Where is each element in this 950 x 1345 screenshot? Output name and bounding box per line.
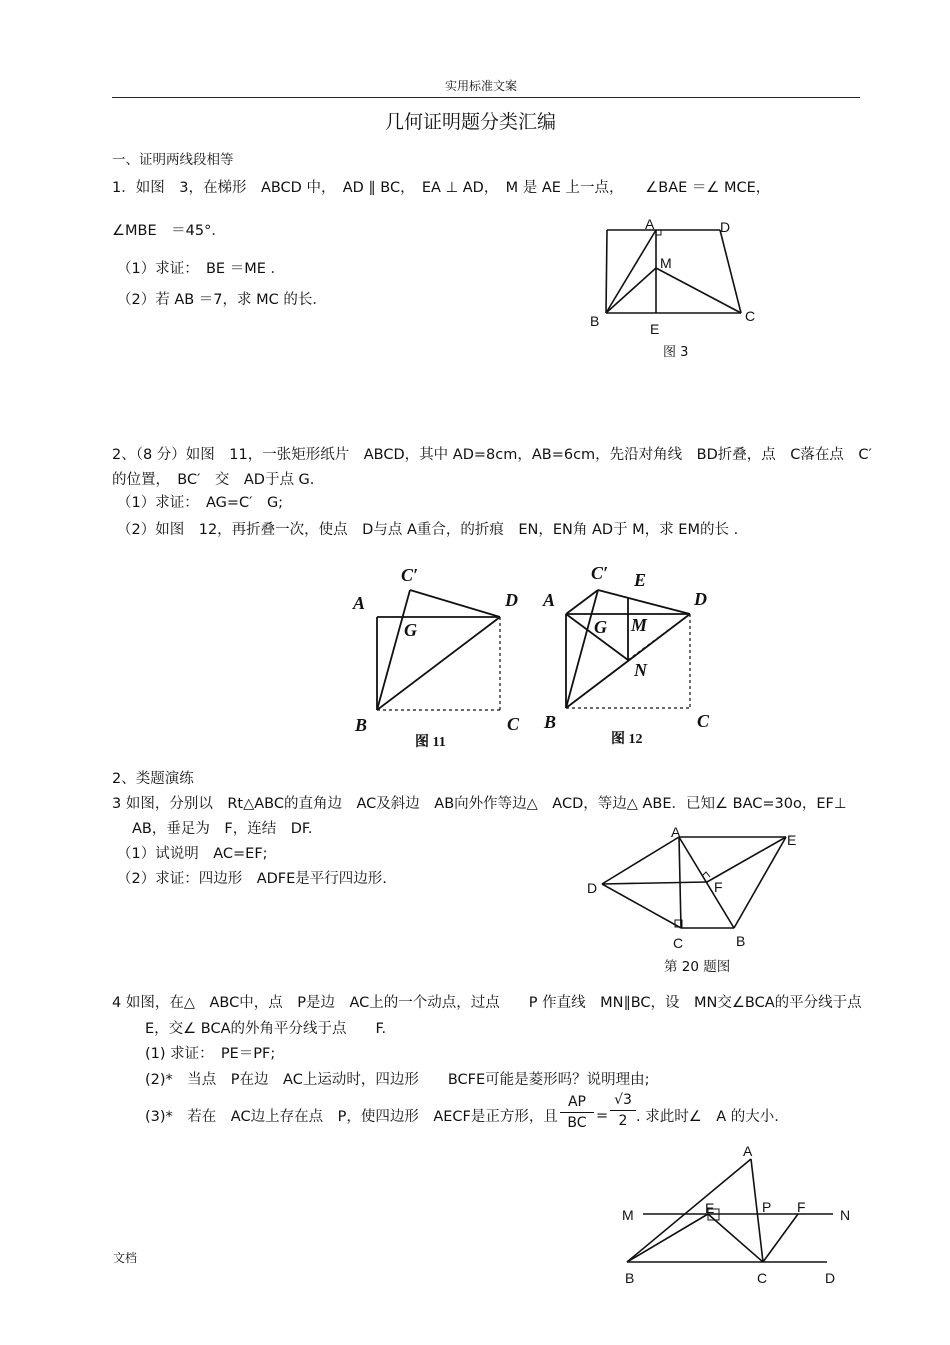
fig20-label-b: B	[736, 933, 746, 949]
fraction-numerator: AP	[567, 1094, 587, 1110]
fig12-label-m: M	[631, 615, 648, 635]
problem4-question3-end: . 求此时∠ A 的大小.	[636, 1109, 779, 1125]
problem4-question1: (1) 求证： PE＝PF;	[145, 1046, 276, 1062]
fig4-label-d: D	[825, 1270, 836, 1286]
fig12-label-a: A	[543, 590, 556, 610]
section-heading-1: 一、证明两线段相等	[112, 152, 234, 168]
fraction-sqrt-numerator: √3	[614, 1092, 632, 1108]
fig4-label-c: C	[757, 1270, 768, 1286]
fraction-ap-bc	[560, 1094, 594, 1131]
figure-3-caption: 图 3	[663, 345, 689, 360]
figure-20-caption: 第 20 题图	[664, 959, 731, 975]
problem2-question1: （1）求证： AG=C′ G;	[117, 495, 284, 511]
figure-11-folded-rectangle	[345, 560, 535, 750]
fig4-label-m: M	[622, 1207, 634, 1223]
fraction-denominator: BC	[567, 1115, 587, 1131]
problem3-line1: 3 如图，分别以 Rt△ABC的直角边 AC及斜边 AB向外作等边△ ACD，等边△ ABE．已知∠ BAC=30o，EF⊥	[112, 796, 847, 812]
fig20-label-c: C	[673, 935, 684, 951]
fig3-label-c: C	[745, 308, 756, 324]
problem4-line2: E，交∠ BCA的外角平分线于点 F.	[145, 1021, 387, 1037]
fig20-label-d: D	[587, 880, 598, 896]
fig20-label-a: A	[671, 824, 681, 840]
page-footer: 文档	[113, 1251, 138, 1265]
fig11-label-b: B	[355, 715, 368, 735]
fig20-label-f: F	[714, 879, 723, 895]
page-header: 实用标准文案	[445, 79, 518, 93]
fig11-label-c: C	[507, 714, 520, 734]
fig11-label-d: D	[505, 590, 518, 610]
fraction-bar	[560, 1112, 594, 1113]
figure-3-trapezoid	[580, 210, 770, 340]
problem1-line2: ∠MBE ＝45°．	[112, 223, 226, 239]
problem3-line2: AB，垂足为 F，连结 DF.	[132, 821, 313, 837]
fig4-label-f: F	[797, 1199, 806, 1215]
equals-sign: =	[596, 1108, 609, 1124]
problem2-line1: 2、（8 分）如图 11，一张矩形纸片 ABCD，其中 AD=8cm，AB=6cm，先沿对角线 BD折叠，点 C落在点 C′	[112, 447, 872, 463]
header-rule	[112, 97, 860, 98]
fig3-label-b: B	[590, 313, 600, 329]
problem4-question3: (3)* 若在 AC边上存在点 P，使四边形 AECF是正方形，且	[145, 1109, 558, 1125]
problem2-line2: 的位置， BC′ 交 AD于点 G.	[112, 472, 315, 488]
fraction-sqrt-denominator: 2	[618, 1113, 628, 1129]
problem4-question2: (2)* 当点 P在边 AC上运动时，四边形 BCFE可能是菱形吗？说明理由;	[145, 1072, 650, 1088]
fig12-label-d: D	[694, 589, 707, 609]
fig4-label-e: E	[705, 1200, 715, 1216]
page-title: 几何证明题分类汇编	[385, 111, 557, 133]
figure-20-triangles	[580, 820, 800, 960]
problem1-question1: （1）求证： BE ＝ME ．	[117, 261, 285, 277]
figure-12-caption: 图 12	[611, 732, 643, 747]
problem3-question2: （2）求证：四边形 ADFE是平行四边形.	[117, 871, 387, 887]
fig3-label-e: E	[650, 321, 660, 337]
fig11-label-a: A	[353, 593, 366, 613]
fig3-label-m: M	[660, 255, 672, 271]
figure-problem4-triangle	[615, 1140, 855, 1290]
fig4-label-b: B	[625, 1270, 635, 1286]
fig3-label-d: D	[720, 219, 731, 235]
fig4-label-a: A	[743, 1143, 753, 1159]
fig11-label-c-prime: C′	[401, 565, 419, 585]
fig3-label-a: A	[645, 216, 655, 232]
problem4-line1: 4 如图，在△ ABC中，点 P是边 AC上的一个动点，过点 P 作直线 MN∥BC，设 MN交∠BCA的平分线于点	[112, 995, 862, 1011]
problem2-question2: （2）如图 12，再折叠一次，使点 D与点 A重合，的折痕 EN，EN角 AD于 M，求 EM的长 .	[117, 522, 739, 538]
fig4-label-n: N	[840, 1207, 851, 1223]
problem1-line1: 1．如图 3，在梯形 ABCD 中， AD ∥ BC， EA ⊥ AD， M 是 AE 上一点， ∠BAE ＝∠ MCE，	[112, 180, 771, 196]
fig12-label-n: N	[634, 660, 647, 680]
section-heading-2: 2、类题演练	[112, 771, 194, 787]
fig12-label-g: G	[594, 617, 607, 637]
fig12-label-b: B	[544, 712, 557, 732]
fraction-bar-2	[610, 1110, 636, 1111]
fig12-label-c: C	[697, 711, 710, 731]
problem1-question2: （2）若 AB ＝7，求 MC 的长．	[117, 292, 327, 308]
fraction-sqrt3-2	[610, 1092, 636, 1129]
fig11-label-g: G	[404, 620, 417, 640]
fig4-label-p: P	[762, 1199, 772, 1215]
problem3-question1: （1）试说明 AC=EF;	[117, 846, 268, 862]
fig12-label-c-prime: C′	[591, 563, 609, 583]
figure-12-double-fold	[535, 555, 735, 745]
fig12-label-e: E	[634, 570, 647, 590]
fig20-label-e: E	[787, 832, 797, 848]
figure-11-caption: 图 11	[415, 735, 446, 750]
